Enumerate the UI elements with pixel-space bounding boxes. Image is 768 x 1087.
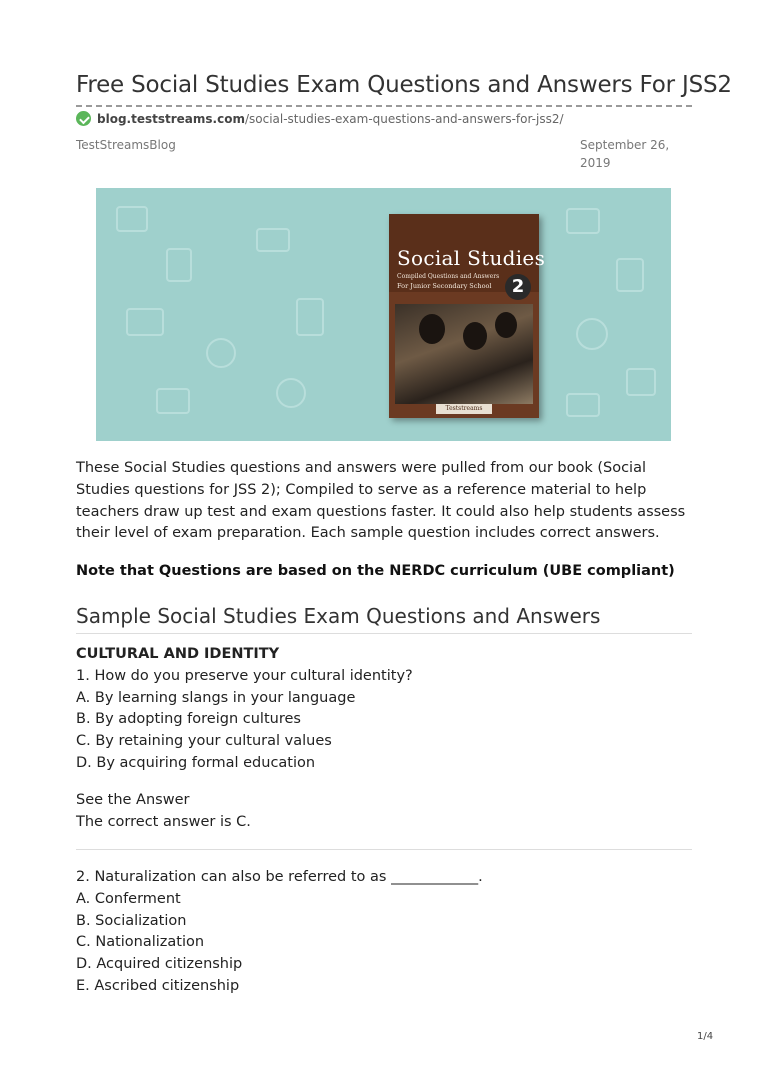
- page-number: 1/4: [697, 1031, 714, 1042]
- question-2: [76, 867, 692, 998]
- photo-figure: [495, 312, 517, 338]
- question-divider: [76, 849, 692, 850]
- question-text: 2. Naturalization can also be referred to as ____________.: [76, 869, 483, 885]
- background-doodle: [566, 208, 600, 234]
- book-publisher: Teststreams: [436, 404, 492, 414]
- background-doodle: [296, 298, 324, 336]
- answer-option: D. By acquiring formal education: [76, 754, 316, 771]
- background-doodle: [126, 308, 164, 336]
- title-divider: [76, 105, 692, 107]
- background-doodle: [276, 378, 306, 408]
- answer-reveal: [76, 790, 251, 834]
- photo-figure: [419, 314, 445, 344]
- background-doodle: [566, 393, 600, 417]
- answer-option: B. Socialization: [76, 912, 187, 929]
- answer-option: C. By retaining your cultural values: [76, 733, 332, 750]
- answer-option: D. Acquired citizenship: [76, 956, 243, 973]
- curriculum-note: Note that Questions are based on the NERDC curriculum (UBE compliant): [76, 563, 675, 579]
- see-answer-toggle[interactable]: See the Answer: [76, 792, 190, 808]
- section-heading: Sample Social Studies Exam Questions and Answers: [76, 604, 601, 628]
- answer-option: B. By adopting foreign cultures: [76, 711, 301, 728]
- article-date: September 26, 2019: [580, 138, 670, 170]
- source-link[interactable]: [76, 111, 564, 126]
- section-divider: [76, 633, 692, 634]
- background-doodle: [256, 228, 290, 252]
- photo-figure: [463, 322, 487, 350]
- answer-option: A. Conferment: [76, 890, 181, 907]
- answer-option: A. By learning slangs in your language: [76, 689, 356, 706]
- question-1: [76, 644, 692, 775]
- answer-option: C. Nationalization: [76, 934, 205, 951]
- banner-image: [96, 188, 671, 441]
- background-doodle: [156, 388, 190, 414]
- question-text: 1. How do you preserve your cultural identity?: [76, 667, 413, 684]
- source-domain: blog.teststreams.com: [97, 111, 245, 126]
- answer-option: E. Ascribed citizenship: [76, 977, 240, 994]
- background-doodle: [166, 248, 192, 282]
- book-subtitle: Compiled Questions and Answers: [397, 273, 500, 280]
- book-cover-photo: [395, 304, 533, 404]
- book-title: Social Studies: [397, 246, 546, 270]
- background-doodle: [206, 338, 236, 368]
- book-subtitle-2: For Junior Secondary School: [397, 282, 492, 290]
- site-favicon-icon: [76, 111, 91, 126]
- article-title: Free Social Studies Exam Questions and Answers For JSS2: [76, 72, 732, 98]
- background-doodle: [576, 318, 608, 350]
- background-doodle: [616, 258, 644, 292]
- intro-paragraph: These Social Studies questions and answers were pulled from our book (Social Studies questions for JSS 2); Compiled to serve as a reference material to help teachers draw up test and exam questions faster. It could also help students assess their level of exam preparation. Each sample question includes correct answers.: [76, 460, 686, 542]
- correct-answer: The correct answer is C.: [76, 813, 251, 830]
- background-doodle: [626, 368, 656, 396]
- background-doodle: [116, 206, 148, 232]
- source-path: /social-studies-exam-questions-and-answers-for-jss2/: [244, 111, 564, 126]
- question-category: CULTURAL AND IDENTITY: [76, 646, 280, 662]
- book-volume-number: 2: [505, 274, 531, 300]
- article-author: TestStreamsBlog: [76, 138, 176, 152]
- book-cover: [389, 214, 546, 418]
